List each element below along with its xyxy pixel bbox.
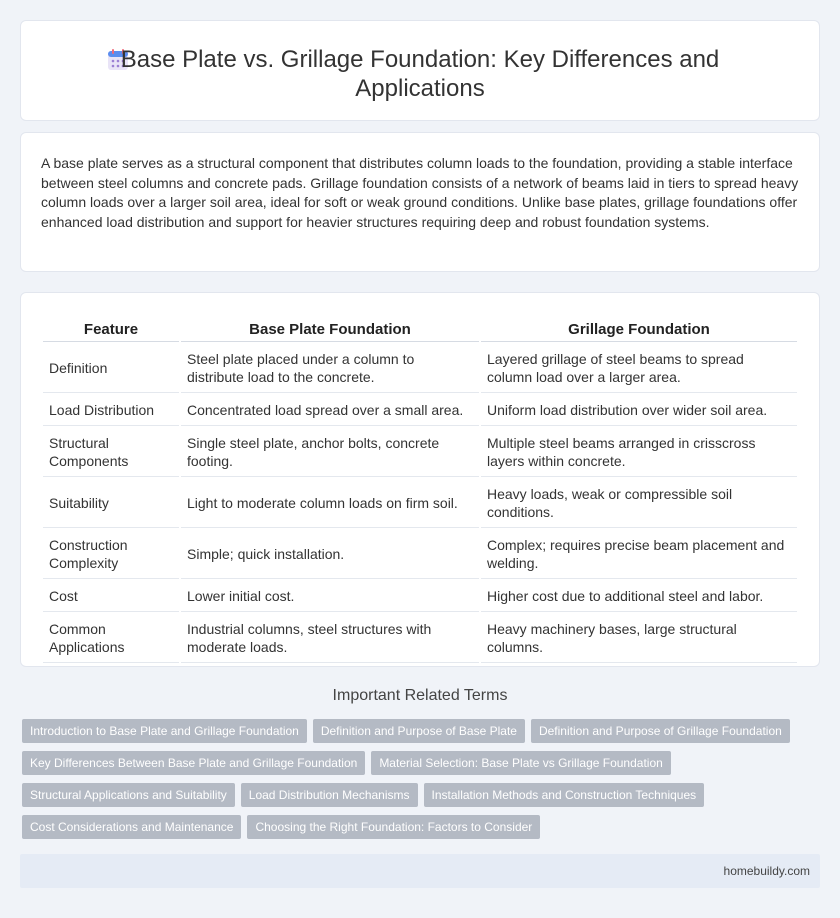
- page-title: Base Plate vs. Grillage Foundation: Key Differences and Applications: [120, 46, 720, 102]
- column-header: Feature: [43, 317, 179, 342]
- header-card: [20, 20, 820, 121]
- table-row: [43, 428, 797, 477]
- table-cell-base-plate: Light to moderate column loads on firm soil.: [181, 479, 479, 528]
- intro-card: [20, 132, 820, 272]
- table-cell-base-plate: Lower initial cost.: [181, 581, 479, 612]
- table-row: [43, 530, 797, 579]
- table-cell-feature: Common Applications: [43, 614, 179, 663]
- comparison-card: [20, 292, 820, 667]
- related-term-link[interactable]: Cost Considerations and Maintenance: [22, 815, 241, 839]
- related-term-link[interactable]: Definition and Purpose of Grillage Foundation: [531, 719, 790, 743]
- table-cell-grillage: Complex; requires precise beam placement and welding.: [481, 530, 797, 579]
- related-term-link[interactable]: Load Distribution Mechanisms: [241, 783, 418, 807]
- table-cell-base-plate: Steel plate placed under a column to distribute load to the concrete.: [181, 344, 479, 393]
- table-row: [43, 395, 797, 426]
- footer: [20, 854, 820, 888]
- table-cell-grillage: Uniform load distribution over wider soil area.: [481, 395, 797, 426]
- table-row: [43, 479, 797, 528]
- related-term-link[interactable]: Installation Methods and Construction Techniques: [424, 783, 705, 807]
- table-cell-feature: Definition: [43, 344, 179, 393]
- table-row: [43, 344, 797, 393]
- table-cell-feature: Structural Components: [43, 428, 179, 477]
- table-cell-feature: Load Distribution: [43, 395, 179, 426]
- table-cell-grillage: Heavy loads, weak or compressible soil conditions.: [481, 479, 797, 528]
- table-cell-grillage: Higher cost due to additional steel and labor.: [481, 581, 797, 612]
- table-cell-feature: Cost: [43, 581, 179, 612]
- column-header: Base Plate Foundation: [181, 317, 479, 342]
- table-cell-base-plate: Simple; quick installation.: [181, 530, 479, 579]
- related-terms-heading: Important Related Terms: [332, 687, 508, 704]
- footer-site-link[interactable]: homebuildy.com: [723, 864, 810, 878]
- table-cell-grillage: Multiple steel beams arranged in crisscross layers within concrete.: [481, 428, 797, 477]
- table-cell-base-plate: Industrial columns, steel structures with moderate loads.: [181, 614, 479, 663]
- table-row: [43, 614, 797, 663]
- table-cell-feature: Suitability: [43, 479, 179, 528]
- related-term-link[interactable]: Choosing the Right Foundation: Factors to Consider: [247, 815, 540, 839]
- comparison-table: [41, 315, 799, 665]
- table-cell-feature: Construction Complexity: [43, 530, 179, 579]
- table-cell-grillage: Heavy machinery bases, large structural columns.: [481, 614, 797, 663]
- table-cell-grillage: Layered grillage of steel beams to spread column load over a larger area.: [481, 344, 797, 393]
- intro-paragraph: A base plate serves as a structural component that distributes column loads to the foundation, providing a stable interface between steel columns and concrete pads. Grillage foundation consists of a network of beams laid in tiers to spread heavy column loads over a larger soil area, ideal for soft or weak ground conditions. Unlike base plates, grillage foundations offer enhanced load distribution and support for heavier structures requiring deep and robust foundation systems.: [41, 155, 799, 230]
- related-term-link[interactable]: Material Selection: Base Plate vs Grillage Foundation: [371, 751, 670, 775]
- related-term-link[interactable]: Definition and Purpose of Base Plate: [313, 719, 525, 743]
- table-header-row: [43, 317, 797, 342]
- table-cell-base-plate: Single steel plate, anchor bolts, concrete footing.: [181, 428, 479, 477]
- table-row: [43, 581, 797, 612]
- table-cell-base-plate: Concentrated load spread over a small area.: [181, 395, 479, 426]
- related-term-link[interactable]: Structural Applications and Suitability: [22, 783, 235, 807]
- related-terms-list: [22, 719, 822, 847]
- related-term-link[interactable]: Introduction to Base Plate and Grillage Foundation: [22, 719, 307, 743]
- related-term-link[interactable]: Key Differences Between Base Plate and Grillage Foundation: [22, 751, 365, 775]
- column-header: Grillage Foundation: [481, 317, 797, 342]
